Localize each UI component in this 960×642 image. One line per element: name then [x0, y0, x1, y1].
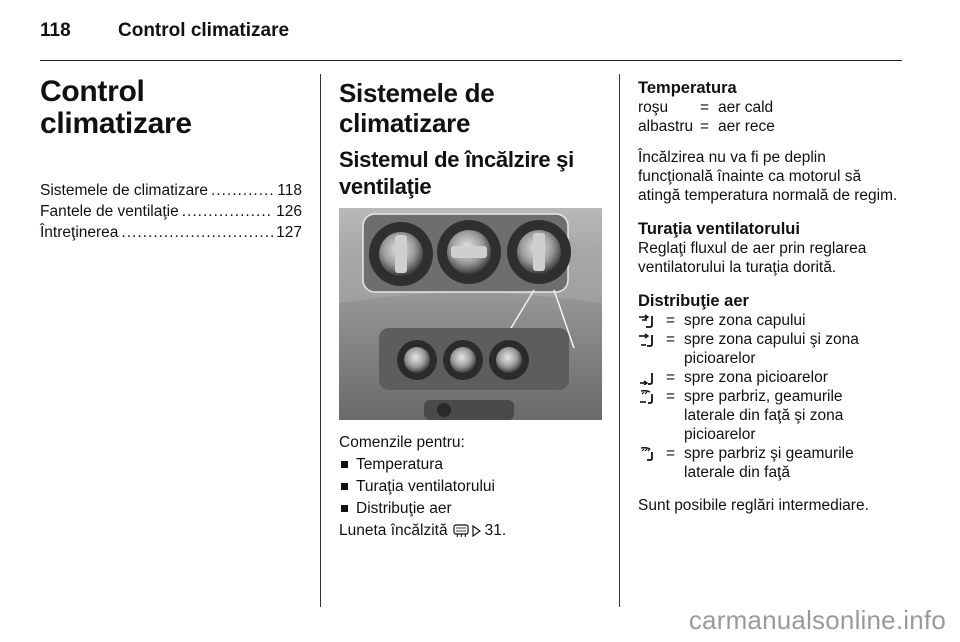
list-item: [339, 498, 602, 520]
dist-eq: =: [666, 331, 676, 348]
dist-text: spre zona picioarelor: [684, 369, 828, 386]
temperature-note: [638, 148, 928, 205]
airflow-head-feet-icon: [638, 330, 666, 368]
list-item-text: Turaţia ventilatorului: [356, 478, 495, 495]
airflow-windscreen-icon: [638, 444, 666, 482]
controls-intro: Comenzile pentru:: [339, 434, 465, 451]
left-column: [40, 76, 302, 244]
list-item-text: Distribuţie aer: [356, 500, 452, 517]
bullet-square-icon: [341, 505, 348, 512]
bullet-square-icon: [341, 483, 348, 490]
air-distribution-heading: Distribuţie aer: [638, 292, 749, 310]
dist-eq: =: [666, 388, 676, 405]
bullet-square-icon: [341, 461, 348, 468]
middle-column: [339, 78, 602, 542]
toc-entry-page: 127: [276, 224, 302, 241]
rear-window-label: Luneta încălzită: [339, 522, 448, 539]
toc-entry[interactable]: [40, 202, 302, 223]
airflow-windscreen-feet-icon: [638, 387, 666, 444]
fan-line: ventilatorului la turaţia dorită.: [638, 259, 837, 276]
temperature-heading: Temperatura: [638, 79, 737, 97]
heated-rear-window-icon: [453, 524, 469, 538]
toc-entry-label: Sistemele de climatizare: [40, 182, 208, 199]
table-of-contents: [40, 181, 302, 244]
temp-key: albastru: [638, 118, 694, 135]
toc-entry-label: Întreţinerea: [40, 224, 119, 241]
toc-leader: [121, 223, 273, 243]
air-distribution-table: [638, 311, 928, 482]
closing-note: Sunt posibile reglări intermediare.: [638, 497, 869, 514]
column-divider-left: [320, 74, 321, 607]
section-heading-line: Sistemele de: [339, 78, 495, 108]
fan-speed-text: [638, 239, 928, 277]
note-line: Încălzirea nu va fi pe deplin: [638, 149, 826, 166]
subsection-heading-line: Sistemul de încălzire şi: [339, 147, 574, 172]
header-divider: [40, 60, 902, 61]
chapter-heading: Control climatizare: [40, 75, 192, 140]
toc-entry[interactable]: [40, 181, 302, 202]
toc-entry[interactable]: [40, 223, 302, 244]
list-item-text: Temperatura: [356, 456, 444, 473]
note-line: funcţională înainte ca motorul să: [638, 168, 862, 185]
temp-value: aer cald: [718, 99, 774, 116]
temp-value: aer rece: [718, 118, 775, 135]
toc-entry-page: 126: [276, 203, 302, 220]
dist-text: spre zona capului şi zona picioarelor: [684, 331, 859, 367]
rear-window-page-ref[interactable]: 31.: [484, 522, 507, 539]
rear-window-reference: [339, 520, 602, 542]
climate-control-photo: [339, 208, 602, 420]
subsection-heading: [339, 146, 602, 200]
dist-eq: =: [666, 369, 676, 386]
dist-eq: =: [666, 445, 676, 462]
airflow-head-icon: [638, 311, 666, 330]
temp-key: roşu: [638, 99, 669, 116]
dist-text: spre parbriz şi geamurile laterale din faţă: [684, 445, 854, 481]
column-divider-right: [619, 74, 620, 607]
subsection-heading-line: ventilaţie: [339, 174, 432, 199]
toc-leader: [182, 202, 273, 222]
fan-speed-heading: Turaţia ventilatorului: [638, 220, 800, 238]
dist-text: spre zona capului: [684, 312, 806, 329]
list-item: [339, 454, 602, 476]
toc-entry-page: 118: [277, 182, 302, 199]
section-heading-line: climatizare: [339, 108, 471, 138]
temp-eq: =: [700, 99, 710, 116]
temperature-table: [638, 98, 928, 136]
note-line: atingă temperatura normală de regim.: [638, 187, 898, 204]
page-number: 118: [40, 20, 71, 41]
section-heading: [339, 78, 602, 138]
page-reference-arrow-icon: [472, 525, 481, 537]
fan-line: Reglaţi fluxul de aer prin reglarea: [638, 240, 867, 257]
toc-leader: [211, 181, 274, 201]
list-item: [339, 476, 602, 498]
toc-entry-label: Fantele de ventilaţie: [40, 203, 179, 220]
airflow-feet-icon: [638, 368, 666, 387]
watermark: carmanualsonline.info: [688, 605, 946, 635]
right-column: [638, 78, 928, 515]
dist-eq: =: [666, 312, 676, 329]
temp-eq: =: [700, 118, 710, 135]
running-header-title: Control climatizare: [118, 20, 290, 41]
dist-text: spre parbriz, geamurile laterale din faţă şi zona picioarelor: [684, 388, 844, 443]
